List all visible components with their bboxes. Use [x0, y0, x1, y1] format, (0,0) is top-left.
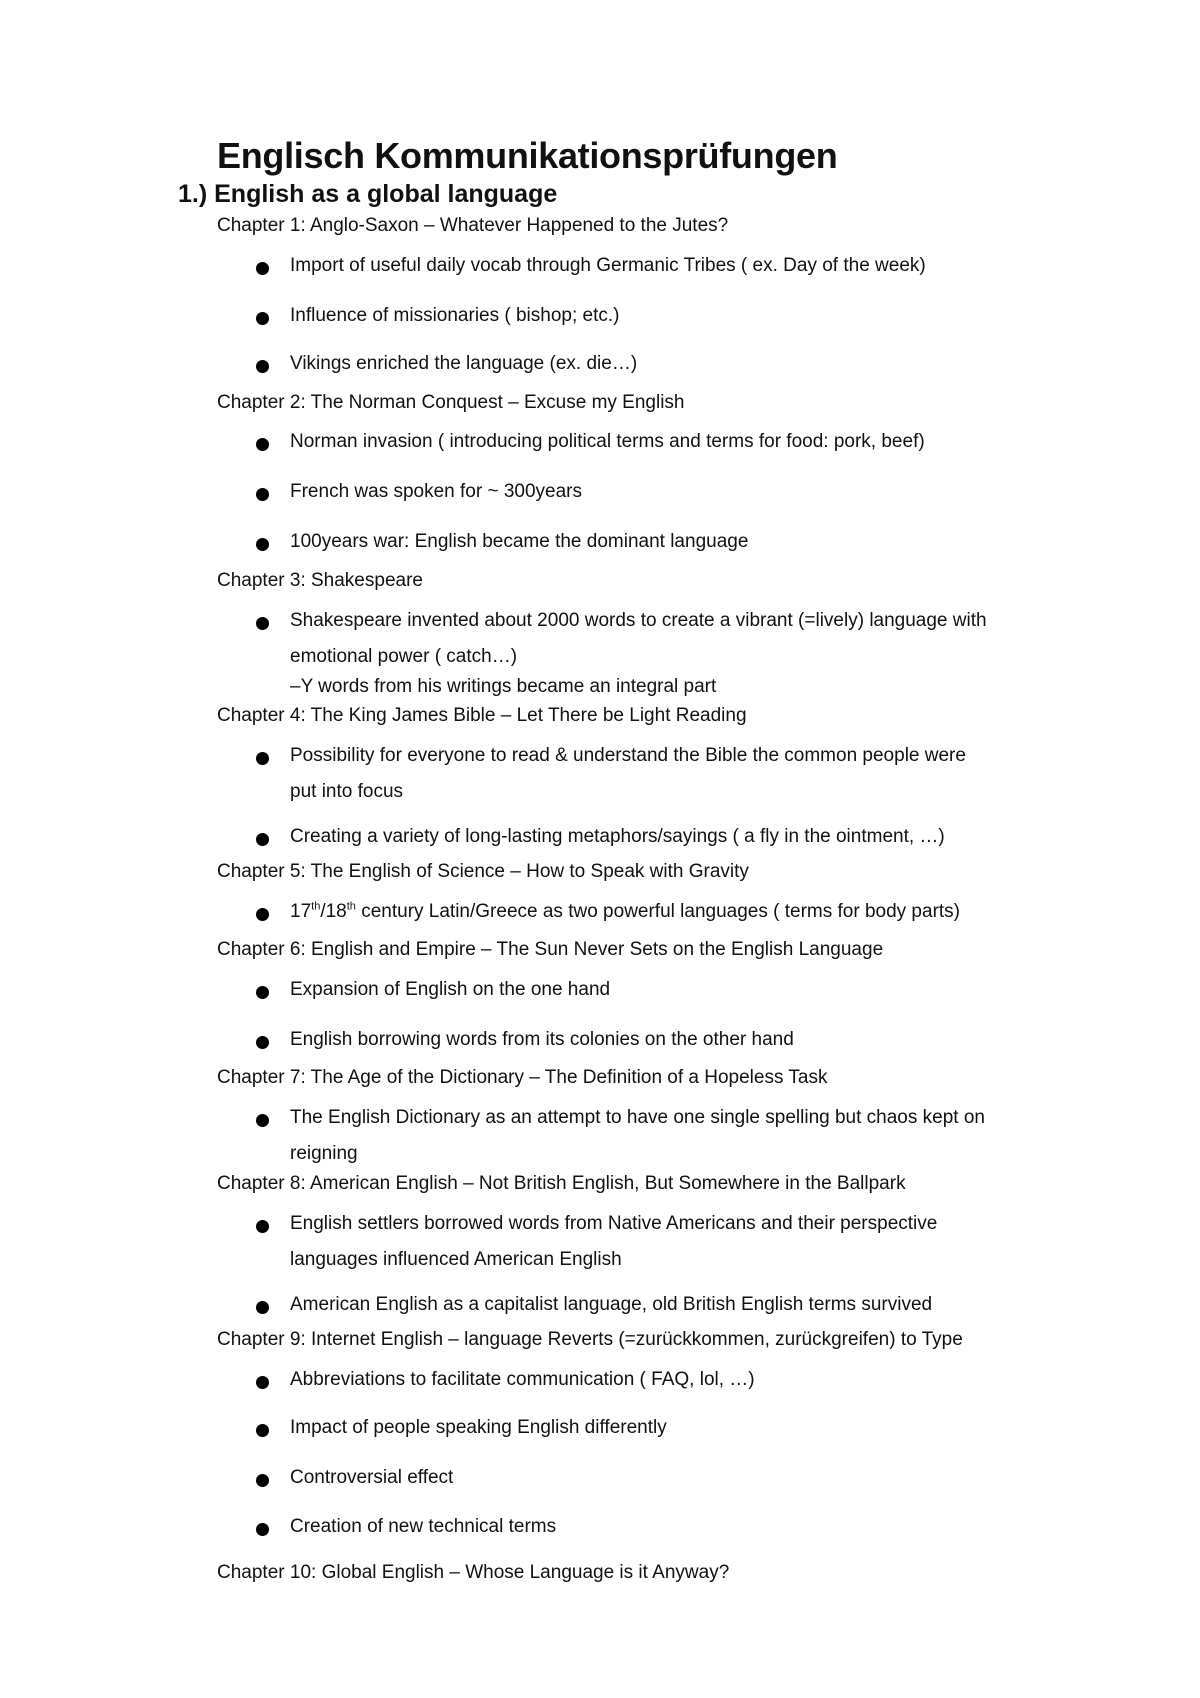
chapter-10-heading: Chapter 10: Global English – Whose Language is it Anyway? [217, 1562, 730, 1583]
chapter-4-bullet-1-line-2: put into focus [290, 781, 404, 802]
chapter-3-bullet-1-line-3: –Y words from his writings became an integral part [290, 676, 717, 697]
chapter-2-bullet-1: Norman invasion ( introducing political terms and terms for food: pork, beef) [290, 431, 925, 452]
bullet-dot [256, 1474, 269, 1487]
chapter-2-bullet-2: French was spoken for ~ 300years [290, 481, 583, 502]
chapter-6-bullet-2: English borrowing words from its colonies on the other hand [290, 1029, 794, 1050]
chapter-7-heading: Chapter 7: The Age of the Dictionary – The Definition of a Hopeless Task [217, 1067, 828, 1088]
ordinal-suffix-2: th [346, 900, 356, 913]
bullet-dot [256, 312, 269, 325]
bullet-text-rest: century Latin/Greece as two powerful languages ( terms for body parts) [355, 901, 961, 922]
chapter-9-bullet-3: Controversial effect [290, 1467, 454, 1488]
bullet-dot [256, 488, 269, 501]
chapter-5-bullet-1 [290, 901, 960, 923]
chapter-4-heading: Chapter 4: The King James Bible – Let There be Light Reading [217, 705, 747, 726]
bullet-dot [256, 1301, 269, 1314]
chapter-9-bullet-4: Creation of new technical terms [290, 1516, 557, 1537]
chapter-6-heading: Chapter 6: English and Empire – The Sun Never Sets on the English Language [217, 939, 884, 960]
chapter-1-bullet-1: Import of useful daily vocab through Germanic Tribes ( ex. Day of the week) [290, 255, 926, 276]
bullet-dot [256, 908, 269, 921]
page-title: Englisch Kommunikationsprüfungen [217, 135, 838, 176]
chapter-6-bullet-1: Expansion of English on the one hand [290, 979, 611, 1000]
bullet-dot [256, 986, 269, 999]
chapter-2-bullet-3: 100years war: English became the dominant language [290, 531, 749, 552]
bullet-dot [256, 1523, 269, 1536]
chapter-1-heading: Chapter 1: Anglo-Saxon – Whatever Happened to the Jutes? [217, 215, 729, 236]
section-heading: 1.) English as a global language [178, 180, 558, 208]
chapter-4-bullet-1-line-1: Possibility for everyone to read & understand the Bible the common people were [290, 745, 966, 766]
chapter-9-heading: Chapter 9: Internet English – language Reverts (=zurückkommen, zurückgreifen) to Type [217, 1329, 963, 1350]
chapter-7-bullet-1-line-1: The English Dictionary as an attempt to have one single spelling but chaos kept on [290, 1107, 985, 1128]
bullet-dot [256, 262, 269, 275]
bullet-dot [256, 1114, 269, 1127]
chapter-8-bullet-1-line-1: English settlers borrowed words from Native Americans and their perspective [290, 1213, 938, 1234]
chapter-7-bullet-1-line-2: reigning [290, 1143, 358, 1164]
chapter-9-bullet-2: Impact of people speaking English differently [290, 1417, 667, 1438]
chapter-8-heading: Chapter 8: American English – Not British English, But Somewhere in the Ballpark [217, 1173, 906, 1194]
bullet-dot [256, 1376, 269, 1389]
chapter-1-bullet-2: Influence of missionaries ( bishop; etc.) [290, 305, 620, 326]
chapter-8-bullet-1-line-2: languages influenced American English [290, 1249, 622, 1270]
bullet-dot [256, 833, 269, 846]
bullet-dot [256, 752, 269, 765]
chapter-4-bullet-2: Creating a variety of long-lasting metaphors/sayings ( a fly in the ointment, …) [290, 826, 945, 847]
chapter-3-bullet-1-line-1: Shakespeare invented about 2000 words to create a vibrant (=lively) language with [290, 610, 987, 631]
chapter-9-bullet-1: Abbreviations to facilitate communication ( FAQ, lol, …) [290, 1369, 755, 1390]
chapter-3-bullet-1-line-2: emotional power ( catch…) [290, 646, 518, 667]
bullet-dot [256, 538, 269, 551]
bullet-dot [256, 1424, 269, 1437]
chapter-2-heading: Chapter 2: The Norman Conquest – Excuse my English [217, 392, 685, 413]
bullet-dot [256, 438, 269, 451]
bullet-dot [256, 617, 269, 630]
bullet-dot [256, 1036, 269, 1049]
bullet-dot [256, 1220, 269, 1233]
chapter-1-bullet-3: Vikings enriched the language (ex. die…) [290, 353, 638, 374]
chapter-3-heading: Chapter 3: Shakespeare [217, 570, 423, 591]
century-number-2: /18 [320, 901, 347, 922]
chapter-5-heading: Chapter 5: The English of Science – How to Speak with Gravity [217, 861, 749, 882]
chapter-8-bullet-2: American English as a capitalist language, old British English terms survived [290, 1294, 933, 1315]
ordinal-suffix-1: th [311, 900, 321, 913]
century-number-1: 17 [290, 901, 312, 922]
bullet-dot [256, 360, 269, 373]
